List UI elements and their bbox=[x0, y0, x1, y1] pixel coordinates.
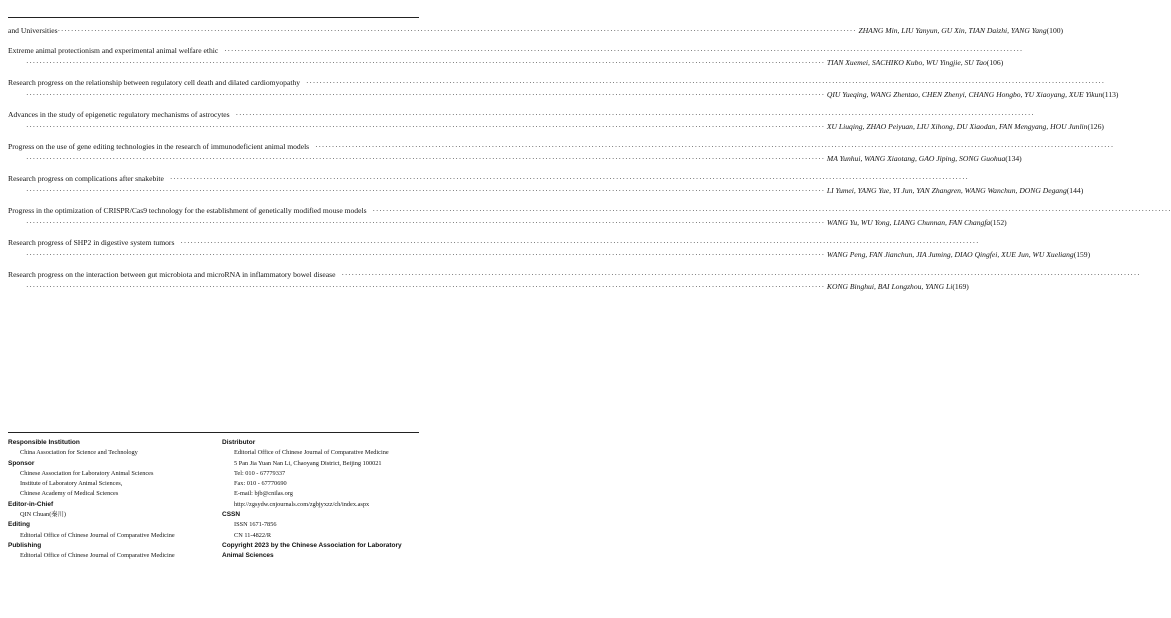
toc-entry-title-line bbox=[8, 269, 1141, 281]
dot-leader: ················································································································································································································································ bbox=[180, 238, 980, 247]
toc-entry-title-row bbox=[8, 237, 980, 249]
entry-authors: ZHANG Min, LIU Yanyun, GU Xin, TIAN Daizhi, YANG Yang bbox=[858, 26, 1047, 35]
toc-entry-author-line bbox=[8, 57, 1004, 69]
toc-entry-author-row bbox=[8, 217, 1007, 229]
info-heading: Responsible Institution bbox=[8, 439, 80, 446]
toc-entry-title-line bbox=[8, 77, 1105, 89]
info-value: E-mail: bjb@cnilas.org bbox=[234, 490, 293, 498]
entry-page: (159) bbox=[1073, 250, 1091, 259]
entry-title: Research progress of SHP2 in digestive system tumors bbox=[8, 238, 175, 247]
toc-entry-author-line bbox=[8, 281, 969, 293]
entry-title: and Universities bbox=[8, 26, 58, 35]
info-heading: Editor-in-Chief bbox=[8, 500, 54, 508]
info-heading: Sponsor bbox=[8, 459, 35, 467]
entry-page: (169) bbox=[952, 282, 969, 291]
toc-entry-title-line bbox=[8, 237, 980, 249]
toc-entry-author-row bbox=[8, 249, 1091, 261]
dot-leader: ················································································································································································································································ bbox=[341, 270, 1141, 279]
toc-entry-author-row bbox=[8, 57, 1004, 69]
entry-title: Progress on the use of gene editing technologies in the research of immunodeficient animal models bbox=[8, 142, 310, 151]
toc-entry-title-row bbox=[8, 205, 1171, 217]
dot-leader: ················································································································································································································································ bbox=[169, 174, 969, 183]
toc-entry-title-row bbox=[8, 141, 1115, 153]
dot-leader: ················································································································································································································································ bbox=[26, 282, 825, 291]
info-value: Chinese Academy of Medical Sciences bbox=[20, 490, 119, 498]
copyright-line-2: Animal Sciences bbox=[222, 552, 274, 560]
entry-page: (144) bbox=[1066, 186, 1084, 195]
entry-title: Research progress on the relationship between regulatory cell death and dilated cardiomyopathy bbox=[8, 78, 301, 87]
dot-leader: ················································································································································································································································ bbox=[235, 110, 1035, 119]
dot-leader: ················································································································································································································································ bbox=[26, 250, 825, 259]
entry-authors: WANG Yu, WU Yong, LIANG Chunnan, FAN Changfa bbox=[826, 218, 991, 227]
toc-entry-title-row bbox=[8, 77, 1105, 89]
toc-entry-title-line bbox=[8, 45, 1024, 57]
info-heading: Publishing bbox=[8, 541, 42, 549]
entry-authors: LI Yumei, YANG Yue, YI Jun, YAN Zhangren, WANG Wanchun, DONG Degang bbox=[826, 186, 1067, 195]
toc-entry-author-row bbox=[8, 89, 1119, 101]
dot-leader: ················································································································································································································································ bbox=[224, 46, 1024, 55]
info-value: QIN Chuan(秦川) bbox=[20, 511, 66, 519]
info-value: CN 11-4822/R bbox=[234, 531, 272, 539]
entry-title: Research progress on the interaction between gut microbiota and microRNA in inflammatory bowel disease bbox=[8, 270, 336, 279]
entry-title: Extreme animal protectionism and experimental animal welfare ethic bbox=[8, 46, 219, 55]
info-value: Institute of Laboratory Animal Sciences, bbox=[20, 480, 123, 488]
toc-entry-author-line bbox=[8, 153, 1022, 165]
entry-page: (152) bbox=[990, 218, 1007, 227]
info-value: China Association for Science and Technology bbox=[20, 449, 138, 457]
dot-leader: ················································································································································································································································ bbox=[57, 26, 857, 35]
entry-title: Progress in the optimization of CRISPR/Cas9 technology for the establishment of genetically modified mouse models bbox=[8, 206, 367, 215]
info-value: Tel: 010 - 67779337 bbox=[234, 469, 286, 477]
dot-leader: ················································································································································································································································ bbox=[26, 154, 825, 163]
toc-entry-title-row bbox=[8, 173, 969, 185]
toc-entry-title-line bbox=[8, 173, 969, 185]
info-heading: CSSN bbox=[222, 511, 241, 519]
dot-leader: ················································································································································································································································ bbox=[306, 78, 1105, 87]
toc-entry-title-line bbox=[8, 205, 1171, 217]
dot-leader: ················································································································································································································································ bbox=[26, 58, 825, 67]
info-value: ISSN 1671-7856 bbox=[234, 521, 277, 529]
toc-entry-title-row bbox=[8, 269, 1141, 281]
entry-page: (134) bbox=[1005, 154, 1022, 163]
toc-entry-title-row bbox=[8, 45, 1024, 57]
toc-entry-author-row bbox=[8, 121, 1104, 133]
info-value: Fax: 010 - 67770690 bbox=[234, 480, 287, 488]
dot-leader: ················································································································································································································································ bbox=[26, 90, 825, 99]
info-value: Chinese Association for Laboratory Animal Sciences bbox=[20, 469, 154, 477]
table-of-contents bbox=[8, 25, 1171, 301]
toc-entry-title-line bbox=[8, 109, 1035, 121]
dot-leader: ················································································································································································································································ bbox=[26, 186, 825, 195]
toc-entry-line bbox=[8, 25, 1064, 37]
toc-entry-author-line bbox=[8, 121, 1104, 133]
toc-entry-author-line bbox=[8, 185, 1084, 197]
toc-entry-author-line bbox=[8, 89, 1119, 101]
toc-entry-title-line bbox=[8, 141, 1115, 153]
masthead-left-column bbox=[8, 438, 208, 562]
copyright-line-1: Copyright 2023 by the Chinese Association for Laboratory bbox=[222, 541, 402, 549]
entry-authors: TIAN Xuemei, SACHIKO Kubo, WU Yingjie, SU Tao bbox=[826, 58, 987, 67]
entry-authors: XU Liuqing, ZHAO Peiyuan, LIU Xihong, DU Xiaodan, FAN Mengyang, HOU Junlin bbox=[826, 122, 1088, 131]
top-divider bbox=[8, 17, 419, 18]
entry-title: Advances in the study of epigenetic regulatory mechanisms of astrocytes bbox=[8, 110, 230, 119]
toc-entry-author-row bbox=[8, 281, 969, 293]
entry-page: (100) bbox=[1046, 26, 1064, 35]
entry-page: (106) bbox=[986, 58, 1004, 67]
toc-entry-author-row bbox=[8, 153, 1022, 165]
dot-leader: ················································································································································································································································ bbox=[372, 206, 1171, 215]
entry-title: Research progress on complications after snakebite bbox=[8, 174, 164, 183]
dot-leader: ················································································································································································································································ bbox=[26, 218, 825, 227]
info-value: Editorial Office of Chinese Journal of Comparative Medicine bbox=[234, 449, 389, 457]
info-value: 5 Pan Jia Yuan Nan Li, Chaoyang District, Beijing 100021 bbox=[234, 459, 382, 467]
section-divider bbox=[8, 432, 419, 433]
toc-entry-title-row bbox=[8, 109, 1035, 121]
dot-leader: ················································································································································································································································ bbox=[315, 142, 1115, 151]
toc-entry bbox=[8, 25, 1064, 37]
toc-entry-author-line bbox=[8, 249, 1091, 261]
entry-authors: WANG Peng, FAN Jianchun, JIA Juming, DIAO Qingfei, XUE Jun, WU Xueliang bbox=[826, 250, 1074, 259]
info-heading: Distributor bbox=[222, 439, 256, 446]
entry-authors: QIU Yueqing, WANG Zhentao, CHEN Zhenyi, CHANG Hongbo, YU Xiaoyang, XUE Yikun bbox=[826, 90, 1103, 99]
toc-entry-author-line bbox=[8, 217, 1007, 229]
entry-page: (126) bbox=[1087, 122, 1104, 131]
entry-authors: KONG Binghui, BAI Longzhou, YANG Li bbox=[826, 282, 953, 291]
info-value: Editorial Office of Chinese Journal of Comparative Medicine bbox=[20, 552, 175, 560]
dot-leader: ················································································································································································································································ bbox=[26, 122, 825, 131]
info-heading: Editing bbox=[8, 521, 31, 529]
entry-authors: MA Yunhui, WANG Xiaotang, GAO Jiping, SONG Guohua bbox=[826, 154, 1006, 163]
entry-page: (113) bbox=[1102, 90, 1119, 99]
masthead-right-column bbox=[222, 438, 422, 562]
toc-entry-author-row bbox=[8, 185, 1084, 197]
info-value: Editorial Office of Chinese Journal of Comparative Medicine bbox=[20, 531, 175, 539]
info-value: http://zgsydw.cnjournals.com/zgbjyxzz/ch/index.aspx bbox=[234, 500, 370, 508]
